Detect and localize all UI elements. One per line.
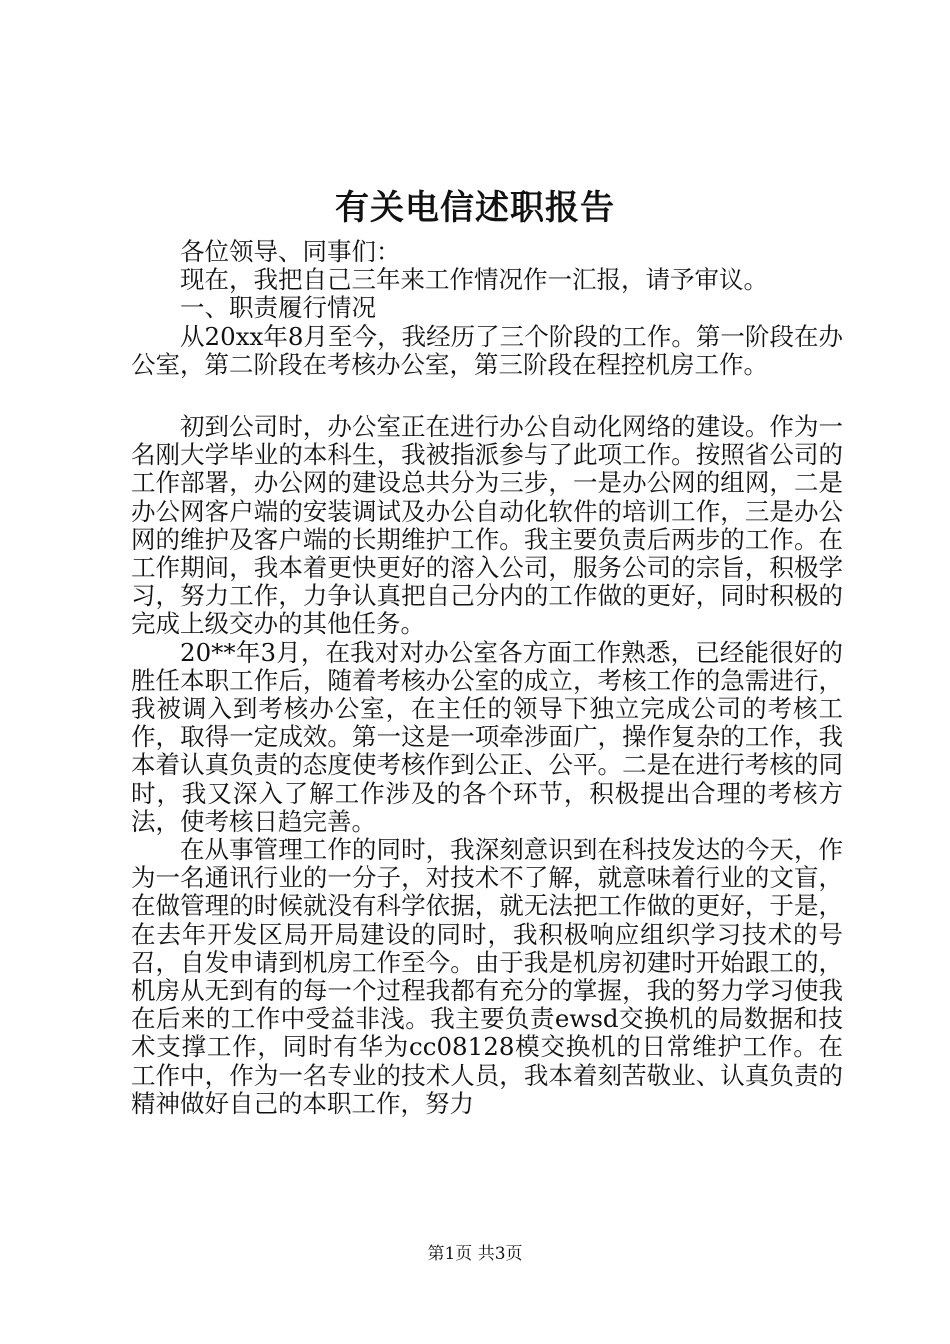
salutation: 各位领导、同事们： bbox=[180, 237, 401, 266]
page-footer: 第1页 共3页 bbox=[427, 1244, 523, 1264]
paragraph: 在从事管理工作的同时，我深刻意识到在科技发达的今天，作为一名通讯行业的一分子，对技术不了解，就意味着行业的文盲，在做管理的时候就没有科学依据，就无法把工作做的更好，于是，在去年开发区局开局建设的同时，我积极响应组织学习技术的号召，自发申请到机房工作至今。由于我是机房初建时开始跟工的，机房从无到有的每一个过程我都有充分的掌握，我的努力学习使我在后来的工作中受益非浅。我主要负责ewsd交换机的局数据和技术支撑工作，同时有华为cc08128模交换机的日常维护工作。在工作中，作为一名专业的技术人员，我本着刻苦敬业、认真负责的精神做好自己的本职工作，努力 bbox=[131, 835, 843, 1118]
section-heading: 一、职责履行情况 bbox=[180, 293, 376, 323]
document-body bbox=[131, 238, 843, 1118]
paragraph: 初到公司时，办公室正在进行办公自动化网络的建设。作为一名刚大学毕业的本科生，我被指派参与了此项工作。按照省公司的工作部署，办公网的建设总共分为三步，一是办公网的组网，二是办公网客户端的安装调试及办公自动化软件的培训工作，三是办公网的维护及客户端的长期维护工作。我主要负责后两步的工作。在工作期间，我本着更快更好的溶入公司，服务公司的宗旨，积极学习，努力工作，力争认真把自己分内的工作做的更好，同时积极的完成上级交办的其他任务。 bbox=[131, 412, 843, 639]
intro-paragraph: 现在，我把自己三年来工作情况作一汇报，请予审议。 bbox=[180, 265, 768, 295]
paragraph: 20**年3月，在我对对办公室各方面工作熟悉，已经能很好的胜任本职工作后，随着考核办公室的成立，考核工作的急需进行，我被调入到考核办公室，在主任的领导下独立完成公司的考核工作，取得一定成效。第一这是一项牵涉面广，操作复杂的工作，我本着认真负责的态度使考核作到公正、公平。二是在进行考核的同时，我又深入了解工作涉及的各个环节，积极提出合理的考核方法，使考核日趋完善。 bbox=[131, 637, 843, 836]
document-title: 有关电信述职报告 bbox=[335, 188, 615, 228]
paragraph: 从20xx年8月至今，我经历了三个阶段的工作。第一阶段在办公室，第二阶段在考核办公室，第三阶段在程控机房工作。 bbox=[131, 321, 843, 379]
